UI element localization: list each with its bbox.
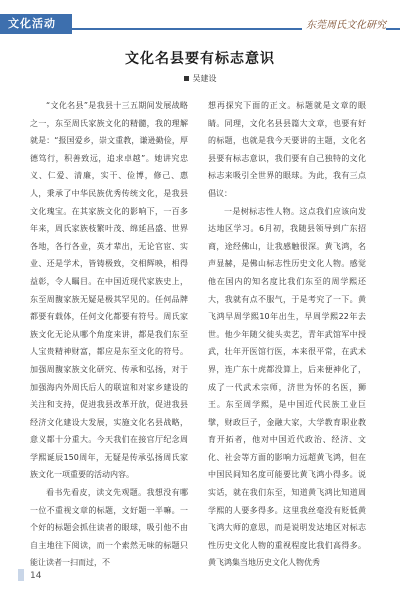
byline xyxy=(0,73,400,84)
byline-square-icon xyxy=(184,76,189,81)
left-column xyxy=(30,97,188,572)
paragraph: 看书先看皮，读文先观题。我想没有哪一位不重视文章的标题，文好题一半嘛。一个好的标题会抓住读者的眼球，吸引他不由自主地往下阅读，而一个索然无味的标题只能让读者一扫而过，不 xyxy=(30,488,188,568)
page-number: 14 xyxy=(30,571,42,581)
article-title: 文化名县要有标志意识 xyxy=(125,51,275,67)
section-tag: 文化活动 xyxy=(0,14,72,34)
page-marker xyxy=(18,569,24,581)
paragraph: 想再探究下面的正文。标题就是文章的眼睛。同理，文化名县县篇大文章，也要有好的标题，也就是我今天要讲的主题，文化名县要有标志意识，我们要有自己独特的文化标志来吸引全世界的眼球。为此，我有三点倡议： xyxy=(208,101,366,198)
publication-name: 东莞周氏文化研究 xyxy=(302,16,386,31)
paragraph: “文化名县”是我县十三五期间发展战略之一，东至周氏家族文化的精髓，我的理解就是：“报国爱乡，崇文重教，谦逊勤俭，厚德笃行，积善致远，追求卓越”。她讲究忠义、仁爱、清廉，实干、俭博，修己、惠人，秉承了中华民族优秀传统文化，是我县文化瑰宝。在其家族文化的影响下，一百多年来，周氏家族枝繁叶茂、绵延昌盛、世界各地，各行各业，英才辈出，无论官宦、实业、还是学术，皆铸极致，交相辉映，相得益彰，令人瞩目。在中国近现代家族史上，东至周馥家族无疑是极其罕见的。任何品牌都要有载体，任何文化都要有符号。周氏家族文化无论从哪个角度来讲，都是我们东至人宝贵精神财富，都应是东至文化的符号。加强周馥家族文化研究、传承和弘扬，对于加强海内外周氏后人的联谊和对家乡建设的关注和支持，促进我县改革开放，促进我县经济文化建设大发展，实施文化名县战略，意义都十分重大。今天我们在接官厅纪念周学熙诞辰150周年，无疑是传承弘扬周氏家族文化一项重要的活动内容。 xyxy=(30,101,188,480)
right-column xyxy=(208,97,366,572)
author-name: 吴建设 xyxy=(192,74,217,83)
paragraph: 一是树标志性人物。这点我们应该向发达地区学习。6月初，我随县领导到广东招商，途经佛山，让我感触很深。黄飞鸿，名声显赫，是佛山标志性历史文化人物。感觉他在国内的知名度比我们东至的周学熙还大，我就有点不服气，于是考究了一下。黄飞鸿早周学熙10年出生，早周学熙22年去世。他少年随父徙头卖艺，青年武馆军中授武，壮年开医馆行医，本来很平常，在武术界，连广东十虎都没算上，后来便神化了，成了一代武术宗师，济世为怀的名医，狮王。东至周学熙，是中国近代民族工业巨擘，财政巨子，金融大家，大学教育职业教育开拓者，他对中国近代政治、经济、文化、社会等方面的影响力远超黄飞鸿，但在中国民间知名度可能要比黄飞鸿小得多。说实话，就在我们东至，知道黄飞鸿比知道周学熙的人要多得多。这里我丝毫没有贬低黄飞鸿大师的意思，而是说明发达地区对标志性历史文化人物的重视程度比我们高得多。黄飞鸿集当地历史文化人物优秀 xyxy=(208,206,366,568)
